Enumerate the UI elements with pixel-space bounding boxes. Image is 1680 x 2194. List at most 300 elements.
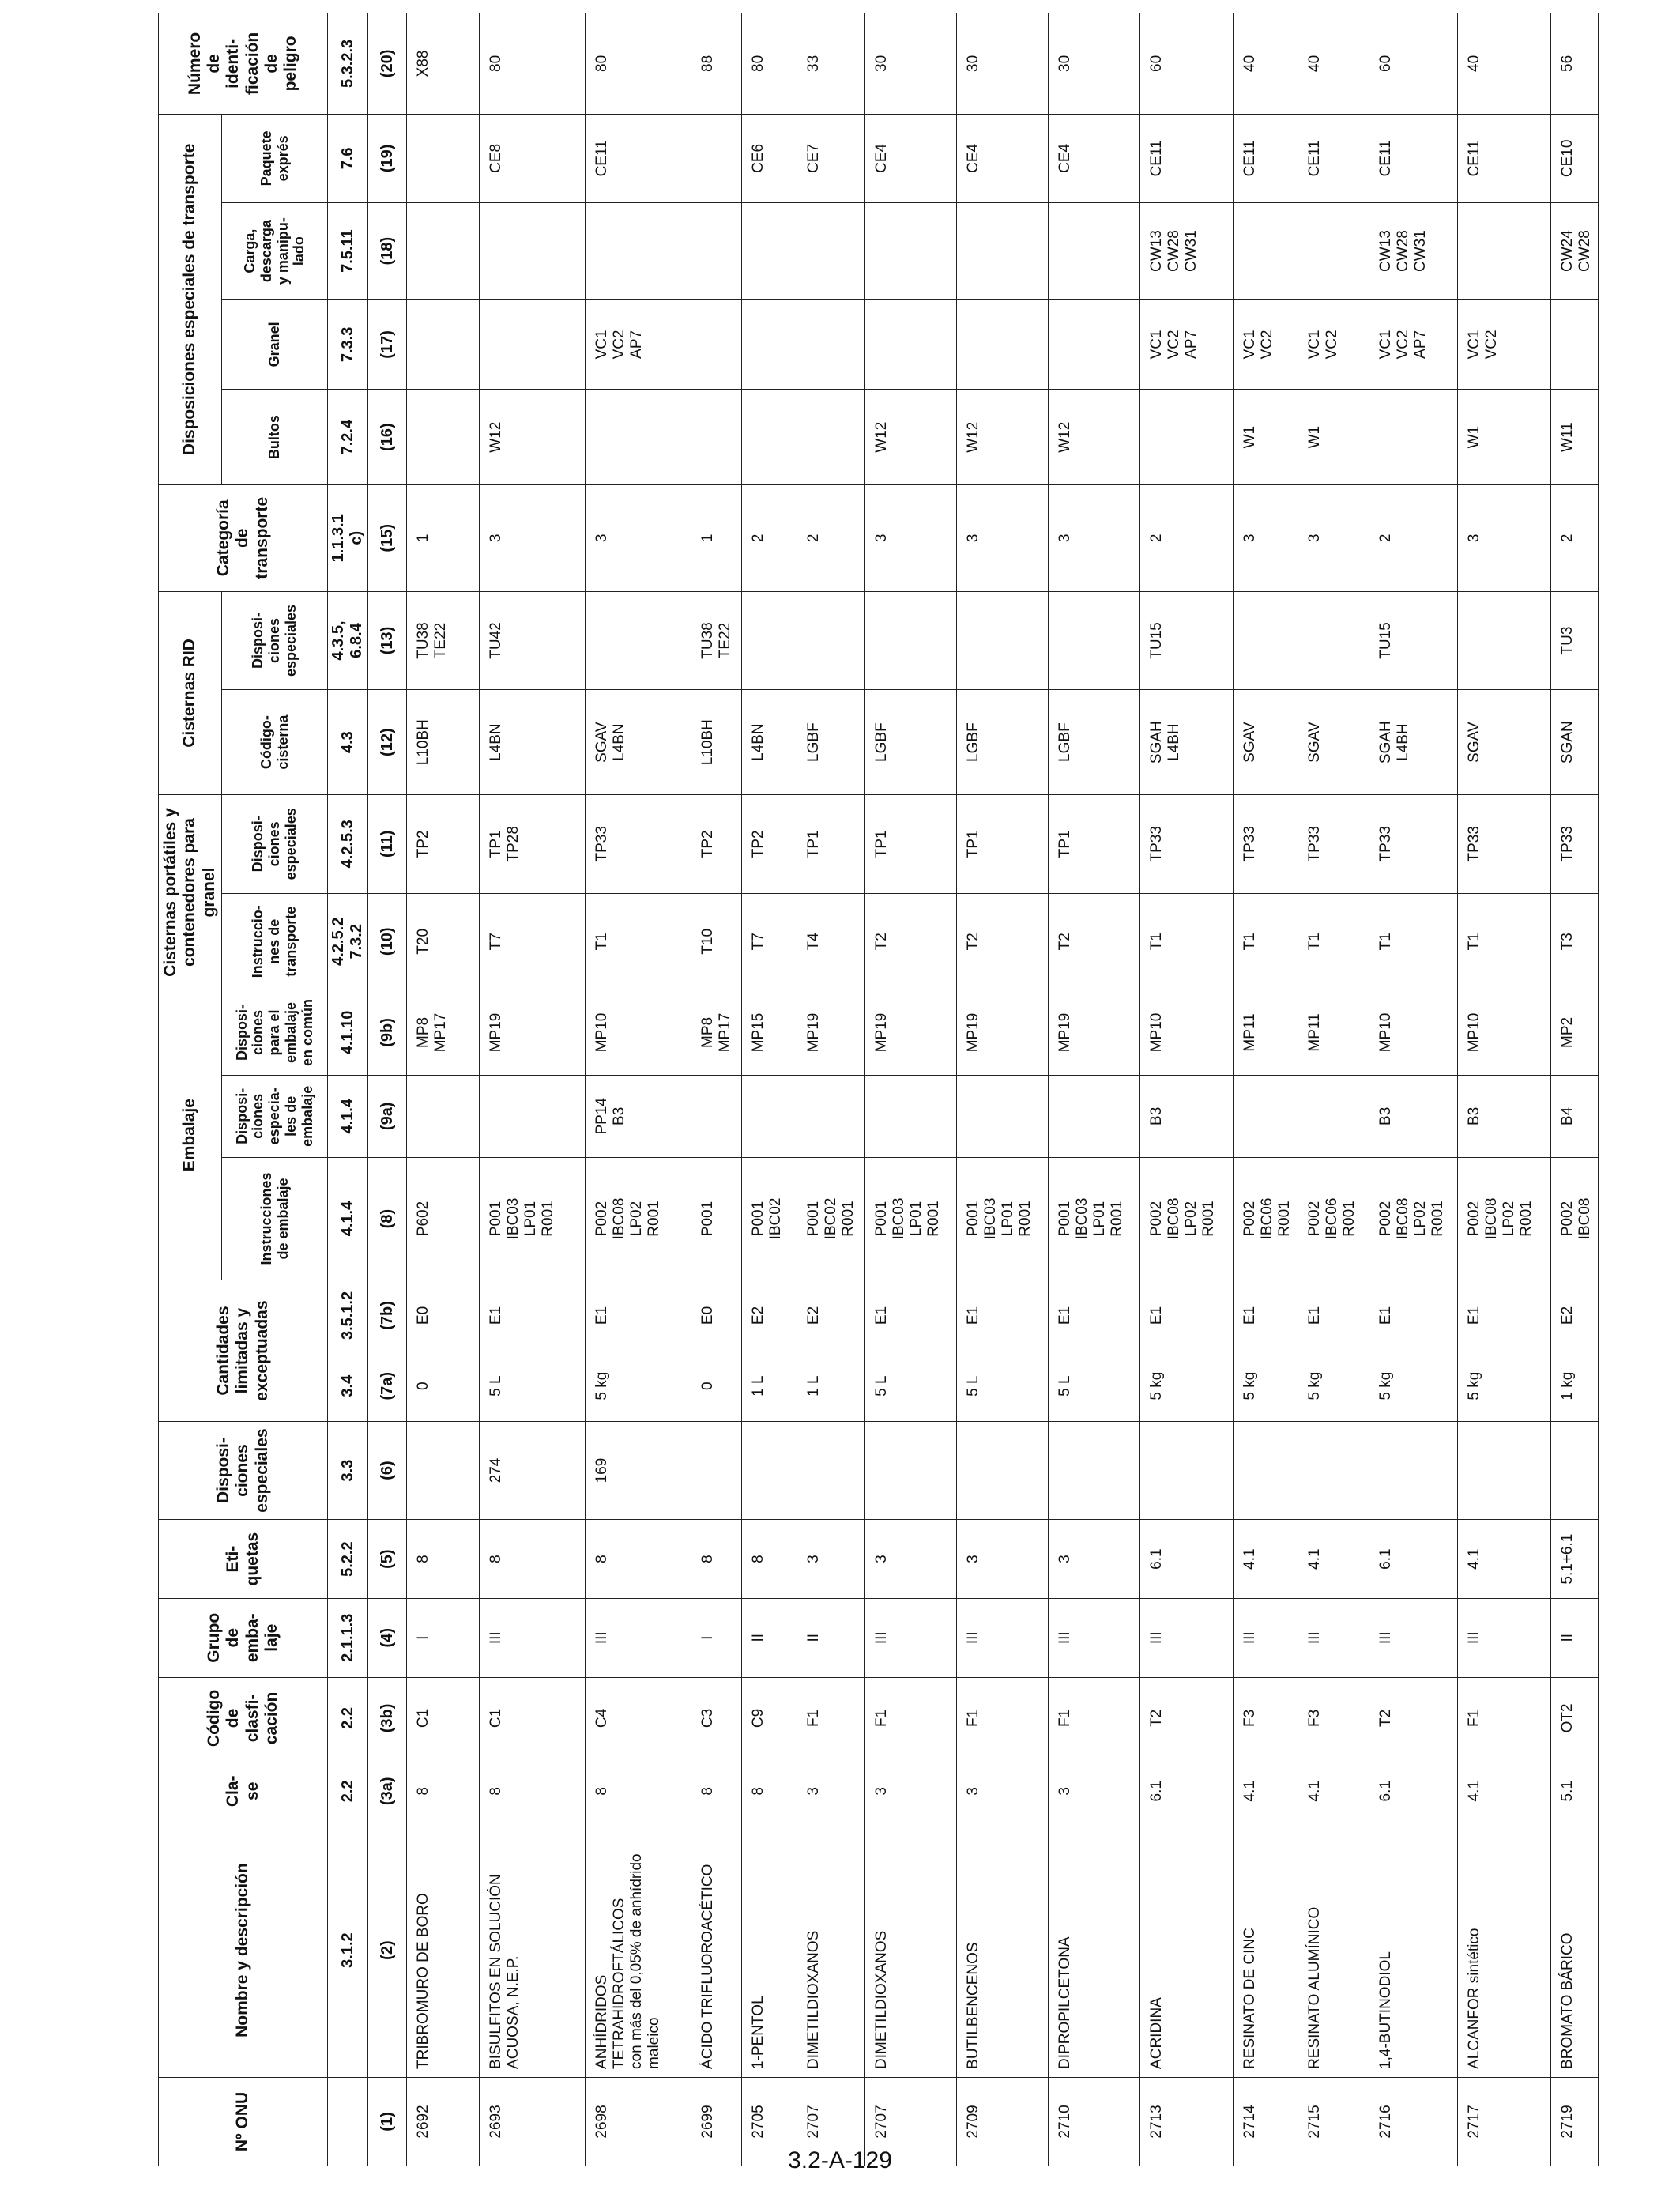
excepted-quantity: E1 [1049, 1280, 1140, 1351]
un-number: 2714 [1234, 2077, 1298, 2166]
limited-quantity: 0 [407, 1351, 480, 1421]
portable-tank-instruction: T10 [691, 893, 742, 990]
special-packing-provisions [1049, 1075, 1140, 1157]
un-number: 2698 [586, 2077, 691, 2166]
portable-tank-provisions: TP33 [1551, 795, 1599, 894]
packages-provision: W1 [1458, 390, 1551, 484]
excepted-quantity: E1 [865, 1280, 957, 1351]
portable-tank-instruction: T2 [865, 893, 957, 990]
labels: 8 [586, 1520, 691, 1599]
special-provisions: 274 [480, 1421, 586, 1520]
transport-category: 3 [865, 484, 957, 591]
loading-provision: CW13 CW28 CW31 [1140, 202, 1234, 299]
bulk-provision: VC1 VC2 [1298, 300, 1369, 390]
packages-provision [742, 390, 797, 484]
express-parcel: CE11 [586, 114, 691, 202]
special-packing-provisions: B3 [1458, 1075, 1551, 1157]
header-pt-special: Disposi- ciones especiales [222, 795, 328, 894]
bulk-provision [797, 300, 865, 390]
portable-tank-instruction: T1 [1369, 893, 1458, 990]
packing-group: III [586, 1598, 691, 1677]
tank-special-provisions [1298, 591, 1369, 690]
header-name: Nombre y descripción [159, 1823, 328, 2078]
packing-instructions: P002 IBC08 [1551, 1157, 1599, 1280]
header-portable-tanks: Cisternas portátiles y contenedores para granel [159, 795, 222, 990]
special-provisions [1140, 1421, 1234, 1520]
packages-provision: W1 [1234, 390, 1298, 484]
reference-cell: 7.6 [328, 114, 368, 202]
special-packing-provisions [742, 1075, 797, 1157]
packing-group: III [480, 1598, 586, 1677]
hazard-id-number: 80 [586, 13, 691, 115]
portable-tank-instruction: T1 [1298, 893, 1369, 990]
hazard-id-number: 56 [1551, 13, 1599, 115]
packing-instructions: P001 IBC02 R001 [797, 1157, 865, 1280]
substance-name [1234, 1823, 1298, 2078]
class: 5.1 [1551, 1759, 1599, 1823]
packing-group: III [1234, 1598, 1298, 1677]
column-number-cell: (6) [368, 1421, 407, 1520]
packages-provision: W12 [1049, 390, 1140, 484]
classification-code: F1 [1049, 1677, 1140, 1759]
reference-cell: 2.2 [328, 1677, 368, 1759]
labels: 8 [480, 1520, 586, 1599]
excepted-quantity: E1 [957, 1280, 1049, 1351]
header-class: Cla- se [159, 1759, 328, 1823]
portable-tank-provisions: TP1 [1049, 795, 1140, 894]
mixed-packing-provisions: MP8 MP17 [407, 990, 480, 1076]
class: 3 [957, 1759, 1049, 1823]
header-limited-quantities: Cantidades limitadas y exceptuadas [159, 1280, 328, 1421]
portable-tank-instruction: T1 [1140, 893, 1234, 990]
header-special-provisions: Disposi- ciones especiales [159, 1421, 328, 1520]
packing-instructions: P002 IBC08 LP02 R001 [1369, 1157, 1458, 1280]
classification-code: F1 [865, 1677, 957, 1759]
hazard-id-number: 30 [865, 13, 957, 115]
un-number: 2699 [691, 2077, 742, 2166]
labels: 3 [957, 1520, 1049, 1599]
un-number: 2707 [797, 2077, 865, 2166]
packing-group: III [1369, 1598, 1458, 1677]
column-number-cell: (9b) [368, 990, 407, 1076]
express-parcel: CE11 [1234, 114, 1298, 202]
bulk-provision [1049, 300, 1140, 390]
substance-name [1298, 1823, 1369, 2078]
header-packing-group: Grupo de emba- laje [159, 1598, 328, 1677]
loading-provision: CW13 CW28 CW31 [1369, 202, 1458, 299]
table-row [1458, 13, 1551, 2166]
substance-name-text: DIMETILDIOXANOS [873, 1930, 890, 2069]
table-row [742, 13, 797, 2166]
express-parcel: CE10 [1551, 114, 1599, 202]
limited-quantity: 0 [691, 1351, 742, 1421]
class: 4.1 [1458, 1759, 1551, 1823]
limited-quantity: 5 kg [1458, 1351, 1551, 1421]
class: 8 [742, 1759, 797, 1823]
labels: 6.1 [1369, 1520, 1458, 1599]
reference-cell: 4.1.4 [328, 1075, 368, 1157]
reference-cell: 5.2.2 [328, 1520, 368, 1599]
tank-special-provisions: TU38 TE22 [407, 591, 480, 690]
tank-code: LGBF [797, 690, 865, 795]
classification-code: F1 [797, 1677, 865, 1759]
table-row [1298, 13, 1369, 2166]
limited-quantity: 5 L [480, 1351, 586, 1421]
portable-tank-instruction: T3 [1551, 893, 1599, 990]
limited-quantity: 5 L [957, 1351, 1049, 1421]
limited-quantity: 5 kg [1234, 1351, 1298, 1421]
special-provisions [957, 1421, 1049, 1520]
special-provisions: 169 [586, 1421, 691, 1520]
packing-instructions: P602 [407, 1157, 480, 1280]
special-provisions [797, 1421, 865, 1520]
column-number-cell: (17) [368, 300, 407, 390]
header-express: Paquete exprés [222, 114, 328, 202]
excepted-quantity: E1 [1369, 1280, 1458, 1351]
column-number-cell: (1) [368, 2077, 407, 2166]
special-provisions [1369, 1421, 1458, 1520]
tank-code: SGAH L4BH [1369, 690, 1458, 795]
excepted-quantity: E1 [1458, 1280, 1551, 1351]
packages-provision: W12 [957, 390, 1049, 484]
express-parcel: CE4 [1049, 114, 1140, 202]
portable-tank-provisions: TP1 [865, 795, 957, 894]
packages-provision: W1 [1298, 390, 1369, 484]
substance-name-text: DIPROPILCETONA [1057, 1936, 1073, 2069]
classification-code: T2 [1369, 1677, 1458, 1759]
packing-instructions: P002 IBC08 LP02 R001 [1140, 1157, 1234, 1280]
column-number-cell: (19) [368, 114, 407, 202]
header-labels: Eti- quetas [159, 1520, 328, 1599]
mixed-packing-provisions: MP15 [742, 990, 797, 1076]
substance-name [957, 1823, 1049, 2078]
un-number: 2707 [865, 2077, 957, 2166]
mixed-packing-provisions: MP10 [586, 990, 691, 1076]
substance-name-text: BROMATO BÁRICO [1559, 1932, 1576, 2069]
column-number-cell: (3b) [368, 1677, 407, 1759]
labels: 8 [691, 1520, 742, 1599]
loading-provision [957, 202, 1049, 299]
transport-category: 2 [1551, 484, 1599, 591]
special-provisions [865, 1421, 957, 1520]
express-parcel: CE11 [1298, 114, 1369, 202]
hazard-id-number: 30 [957, 13, 1049, 115]
labels: 3 [797, 1520, 865, 1599]
tank-special-provisions [797, 591, 865, 690]
class: 8 [691, 1759, 742, 1823]
substance-name [1458, 1823, 1551, 2078]
transport-category: 2 [1140, 484, 1234, 591]
labels: 8 [742, 1520, 797, 1599]
column-number-cell: (9a) [368, 1075, 407, 1157]
packing-group: II [1551, 1598, 1599, 1677]
table-row [586, 13, 691, 2166]
portable-tank-instruction: T4 [797, 893, 865, 990]
hazard-id-number: 80 [742, 13, 797, 115]
reference-cell: 1.1.3.1 c) [328, 484, 368, 591]
special-packing-provisions [957, 1075, 1049, 1157]
reference-cell: 2.1.1.3 [328, 1598, 368, 1677]
limited-quantity: 1 kg [1551, 1351, 1599, 1421]
excepted-quantity: E1 [586, 1280, 691, 1351]
portable-tank-provisions: TP33 [1369, 795, 1458, 894]
column-number-cell: (16) [368, 390, 407, 484]
substance-name [1049, 1823, 1140, 2078]
special-provisions [1298, 1421, 1369, 1520]
header-transport-category: Categoría de transporte [159, 484, 328, 591]
transport-category: 2 [742, 484, 797, 591]
header-loading: Carga, descarga y manipu- lado [222, 202, 328, 299]
tank-special-provisions: TU3 [1551, 591, 1599, 690]
loading-provision [691, 202, 742, 299]
special-provisions [1234, 1421, 1298, 1520]
bulk-provision [1551, 300, 1599, 390]
un-number: 2693 [480, 2077, 586, 2166]
substance-name-text: 1,4-BUTINODIOL [1377, 1951, 1394, 2069]
packing-group: III [1140, 1598, 1234, 1677]
column-number-cell: (5) [368, 1520, 407, 1599]
mixed-packing-provisions: MP11 [1234, 990, 1298, 1076]
bulk-provision [480, 300, 586, 390]
reference-cell: 7.3.3 [328, 300, 368, 390]
express-parcel: CE11 [1458, 114, 1551, 202]
un-number: 2692 [407, 2077, 480, 2166]
un-number: 2717 [1458, 2077, 1551, 2166]
loading-provision [1458, 202, 1551, 299]
portable-tank-provisions: TP2 [407, 795, 480, 894]
special-provisions [691, 1421, 742, 1520]
tank-code: SGAN [1551, 690, 1599, 795]
substance-name [586, 1823, 691, 2078]
tank-code: LGBF [865, 690, 957, 795]
substance-name-text: ANHÍDRIDOS TETRAHIDROFTÁLICOS [593, 1898, 627, 2069]
substance-name [691, 1823, 742, 2078]
special-packing-provisions: B3 [1140, 1075, 1234, 1157]
excepted-quantity: E1 [1140, 1280, 1234, 1351]
transport-category: 1 [691, 484, 742, 591]
transport-category: 3 [1234, 484, 1298, 591]
classification-code: C3 [691, 1677, 742, 1759]
column-number-cell: (3a) [368, 1759, 407, 1823]
header-classification-code: Código de clasfi- cación [159, 1677, 328, 1759]
substance-name-text: ALCANFOR sintético [1466, 1928, 1482, 2069]
labels: 4.1 [1298, 1520, 1369, 1599]
portable-tank-provisions: TP33 [1140, 795, 1234, 894]
bulk-provision [407, 300, 480, 390]
labels: 6.1 [1140, 1520, 1234, 1599]
un-number: 2719 [1551, 2077, 1599, 2166]
un-number: 2716 [1369, 2077, 1458, 2166]
portable-tank-instruction: T1 [1458, 893, 1551, 990]
mixed-packing-provisions: MP19 [480, 990, 586, 1076]
un-number: 2715 [1298, 2077, 1369, 2166]
labels: 4.1 [1458, 1520, 1551, 1599]
tank-special-provisions: TU42 [480, 591, 586, 690]
transport-category: 3 [1298, 484, 1369, 591]
packages-provision [1369, 390, 1458, 484]
table-row [1551, 13, 1599, 2166]
mixed-packing-provisions: MP11 [1298, 990, 1369, 1076]
hazard-id-number: X88 [407, 13, 480, 115]
hazard-id-number: 40 [1234, 13, 1298, 115]
special-packing-provisions [691, 1075, 742, 1157]
express-parcel [691, 114, 742, 202]
table-row [797, 13, 865, 2166]
special-provisions [407, 1421, 480, 1520]
header-special-transport: Disposiciones especiales de transporte [159, 114, 222, 484]
table-row [480, 13, 586, 2166]
packages-provision [1140, 390, 1234, 484]
classification-code: T2 [1140, 1677, 1234, 1759]
class: 8 [586, 1759, 691, 1823]
class: 6.1 [1140, 1759, 1234, 1823]
column-number-cell: (2) [368, 1823, 407, 2078]
bulk-provision: VC1 VC2 AP7 [1369, 300, 1458, 390]
tank-code: SGAV L4BN [586, 690, 691, 795]
limited-quantity: 5 kg [1298, 1351, 1369, 1421]
tank-code: SGAH L4BH [1140, 690, 1234, 795]
reference-cell: 4.3 [328, 690, 368, 795]
transport-category: 2 [797, 484, 865, 591]
packing-group: III [1049, 1598, 1140, 1677]
special-provisions [1458, 1421, 1551, 1520]
column-number-cell: (13) [368, 591, 407, 690]
reference-cell: 3.4 [328, 1351, 368, 1421]
class: 3 [865, 1759, 957, 1823]
column-number-cell: (15) [368, 484, 407, 591]
excepted-quantity: E2 [742, 1280, 797, 1351]
header-special-packing: Disposi- ciones especia- les de embalaje [222, 1075, 328, 1157]
class: 4.1 [1234, 1759, 1298, 1823]
packing-instructions: P002 IBC08 LP02 R001 [1458, 1157, 1551, 1280]
special-packing-provisions [1298, 1075, 1369, 1157]
table-row [407, 13, 480, 2166]
packages-provision: W11 [1551, 390, 1599, 484]
tank-special-provisions [742, 591, 797, 690]
excepted-quantity: E2 [797, 1280, 865, 1351]
excepted-quantity: E2 [1551, 1280, 1599, 1351]
packing-group: I [407, 1598, 480, 1677]
bulk-provision [865, 300, 957, 390]
substance-name [407, 1823, 480, 2078]
labels: 5.1+6.1 [1551, 1520, 1599, 1599]
labels: 3 [1049, 1520, 1140, 1599]
tank-special-provisions [1234, 591, 1298, 690]
packing-instructions: P002 IBC06 R001 [1234, 1157, 1298, 1280]
limited-quantity: 1 L [797, 1351, 865, 1421]
transport-category: 3 [1049, 484, 1140, 591]
bulk-provision [691, 300, 742, 390]
loading-provision [1049, 202, 1140, 299]
class: 3 [797, 1759, 865, 1823]
reference-cell: 7.2.4 [328, 390, 368, 484]
portable-tank-provisions: TP2 [742, 795, 797, 894]
table-row [1369, 13, 1458, 2166]
transport-category: 3 [586, 484, 691, 591]
mixed-packing-provisions: MP2 [1551, 990, 1599, 1076]
reference-cell: 2.2 [328, 1759, 368, 1823]
un-number: 2713 [1140, 2077, 1234, 2166]
column-number-cell: (4) [368, 1598, 407, 1677]
limited-quantity: 5 kg [586, 1351, 691, 1421]
substance-name-text: ACRIDINA [1148, 1997, 1165, 2069]
bulk-provision [742, 300, 797, 390]
tank-special-provisions: TU15 [1140, 591, 1234, 690]
substance-name-note: con más del 0,05% de anhídrido maleico [627, 1853, 662, 2069]
page-number: 3.2-A-129 [788, 2147, 892, 2173]
substance-name [865, 1823, 957, 2078]
packing-instructions: P001 IBC03 LP01 R001 [957, 1157, 1049, 1280]
express-parcel: CE4 [957, 114, 1049, 202]
special-packing-provisions [865, 1075, 957, 1157]
substance-name [742, 1823, 797, 2078]
table-row [1140, 13, 1234, 2166]
substance-name-text: BUTILBENCENOS [965, 1942, 981, 2069]
special-provisions [1049, 1421, 1140, 1520]
loading-provision [1234, 202, 1298, 299]
express-parcel: CE6 [742, 114, 797, 202]
tank-code: SGAV [1298, 690, 1369, 795]
tank-code: L10BH [691, 690, 742, 795]
limited-quantity: 5 kg [1369, 1351, 1458, 1421]
special-packing-provisions [797, 1075, 865, 1157]
express-parcel [407, 114, 480, 202]
hazard-id-number: 88 [691, 13, 742, 115]
packing-instructions: P002 IBC06 R001 [1298, 1157, 1369, 1280]
substance-name-text: 1-PENTOL [750, 1996, 767, 2069]
reference-row [328, 13, 368, 2166]
column-number-cell: (7a) [368, 1351, 407, 1421]
classification-code: C1 [407, 1677, 480, 1759]
express-parcel: CE11 [1369, 114, 1458, 202]
hazard-id-number: 40 [1458, 13, 1551, 115]
limited-quantity: 5 L [865, 1351, 957, 1421]
transport-category: 2 [1369, 484, 1458, 591]
mixed-packing-provisions: MP19 [957, 990, 1049, 1076]
tank-code: LGBF [1049, 690, 1140, 795]
reference-cell: 4.1.4 [328, 1157, 368, 1280]
packages-provision: W12 [865, 390, 957, 484]
special-packing-provisions: PP14 B3 [586, 1075, 691, 1157]
special-provisions [742, 1421, 797, 1520]
class: 8 [407, 1759, 480, 1823]
substance-name-text: RESINATO ALUMÍNICO [1306, 1906, 1323, 2069]
packing-group: III [1298, 1598, 1369, 1677]
reference-cell: 7.5.11 [328, 202, 368, 299]
special-packing-provisions [1234, 1075, 1298, 1157]
tank-special-provisions [1049, 591, 1140, 690]
hazard-id-number: 40 [1298, 13, 1369, 115]
tank-special-provisions [1458, 591, 1551, 690]
packing-group: I [691, 1598, 742, 1677]
transport-category: 3 [1458, 484, 1551, 591]
portable-tank-provisions: TP33 [1298, 795, 1369, 894]
tank-special-provisions [957, 591, 1049, 690]
excepted-quantity: E1 [1298, 1280, 1369, 1351]
tank-special-provisions: TU38 TE22 [691, 591, 742, 690]
tank-code: SGAV [1234, 690, 1298, 795]
header-tank-code: Código- cisterna [222, 690, 328, 795]
tank-special-provisions: TU15 [1369, 591, 1458, 690]
portable-tank-instruction: T1 [586, 893, 691, 990]
packing-instructions: P001 IBC02 [742, 1157, 797, 1280]
un-number: 2709 [957, 2077, 1049, 2166]
loading-provision [407, 202, 480, 299]
loading-provision [742, 202, 797, 299]
reference-cell: 4.2.5.3 [328, 795, 368, 894]
portable-tank-provisions: TP1 [797, 795, 865, 894]
header-hazard-id: Número de identi- ficación de peligro [159, 13, 328, 115]
